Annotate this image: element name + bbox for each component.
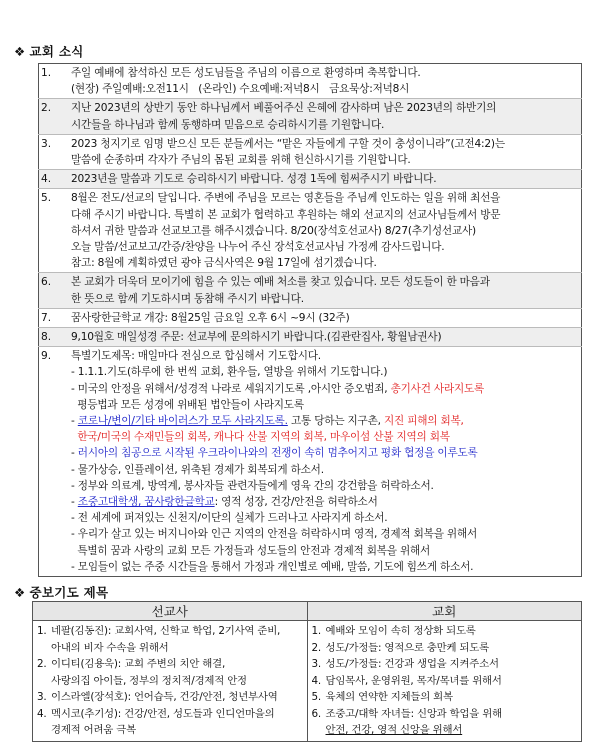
- church-prayer-item: [312, 656, 578, 673]
- news-item-number: 3.: [39, 134, 68, 169]
- church-prayer-item-number: 1.: [311, 625, 322, 637]
- news-text-segment: 오늘 말씀/선교보고/간증/찬양을 나누어 주신 장석호선교사님 가정께 감사드립니다.: [71, 241, 445, 254]
- news-text-segment: 2023년을 말씀과 기도로 승리하시기 바랍니다. 성경 1독에 힘써주시기 바랍니다.: [71, 173, 437, 186]
- news-text-segment: 평등법과 모든 성경에 위배된 법안들이 사라지도록: [71, 398, 304, 411]
- missionary-prayer-item: [37, 689, 303, 706]
- missionary-prayer-item-text: 멕시코(추기성): 건강/안전, 성도들과 인디언마을의: [51, 707, 275, 720]
- news-text-segment: 특별기도제목: 매일마다 전심으로 합심해서 기도합시다.: [71, 350, 321, 363]
- church-prayer-item-text: 육체의 연약한 지체들의 회복: [325, 691, 453, 703]
- news-text-segment: : 영적 성장, 건강/안전을 허락하소서: [214, 496, 378, 509]
- news-line: [71, 81, 577, 97]
- church-prayer-item-number: 6.: [311, 707, 322, 720]
- missionary-prayer-item-number: 2.: [37, 658, 47, 670]
- diamond-bullet-icon: ❖: [14, 585, 26, 600]
- news-text-segment: 한국/미국의 수재민들의 회복, 캐나다 산불 지역의 회복, 마우이섬 산불 지역의 회복: [77, 431, 450, 444]
- news-text-segment: 2023 청지기로 임명 받으신 모든 분들께서는 “맡은 자들에게 구할 것이 충성이니라”(고전4:2)는: [71, 137, 505, 150]
- news-item-text: [67, 273, 582, 308]
- news-text-segment: - 미국의 안정을 위해서/성경적 나라로 세워지기도록 ,아시안 증오범죄,: [71, 382, 391, 395]
- news-line: [71, 445, 577, 461]
- news-item-number: 9.: [39, 347, 68, 577]
- news-item-text: [67, 170, 582, 189]
- news-item: [39, 328, 582, 347]
- news-text-segment: - 모임들이 없는 주중 시간들을 통해서 가정과 개인별로 예배, 말씀, 기도에 힘쓰게 하소서.: [71, 560, 474, 573]
- news-text-segment: 말씀에 순종하며 각자가 주님의 몸된 교회를 위해 헌신하시기를 기원합니다.: [71, 154, 411, 167]
- news-item-text: [67, 189, 582, 273]
- news-item-number: 1.: [41, 67, 52, 79]
- news-item: [39, 64, 582, 99]
- news-text-segment: - 정부와 의료계, 방역계, 봉사자들 관련자들에게 영육 간의 강건함을 허락하소서.: [71, 479, 434, 492]
- church-prayer-item-continuation: 안전, 건강, 영적 신앙을 위해서: [325, 724, 463, 736]
- news-item: [39, 99, 582, 134]
- news-item: [39, 134, 582, 169]
- news-line: [71, 274, 577, 290]
- news-text-segment: -: [71, 415, 78, 428]
- news-text-segment: 본 교회가 더욱더 모이기에 힘을 수 있는 예배 처소를 찾고 있습니다. 모든 성도들이 한 마음과: [71, 276, 490, 289]
- missionary-column-header: 선교사: [33, 602, 308, 621]
- news-line: [71, 190, 577, 206]
- church-prayer-item: [312, 623, 578, 640]
- news-line: [71, 152, 577, 168]
- news-line: [71, 136, 577, 152]
- news-line: [71, 510, 577, 526]
- missionary-prayer-item: [37, 656, 303, 673]
- news-line: [71, 291, 577, 307]
- news-text-segment: 특별히 꿈과 사랑의 교회 모든 가정들과 성도들의 안전과 경제적 회복을 위해서: [71, 544, 431, 557]
- missionary-prayer-item-continuation: 아내의 비자 수속을 위해서: [51, 641, 169, 654]
- church-column-header: 교회: [307, 602, 582, 621]
- news-line: [71, 171, 577, 187]
- news-item-text: [67, 64, 582, 99]
- news-text-segment: 다해 주시기 바랍니다. 특별히 본 교회가 협력하고 후원하는 해외 선교지의 선교사님들께서 방문: [71, 208, 501, 221]
- news-item-text: [67, 328, 582, 347]
- church-prayer-list: [307, 621, 582, 742]
- news-line: [71, 310, 577, 326]
- news-line: [71, 494, 577, 510]
- news-line: [71, 478, 577, 494]
- news-text-segment: (현장) 주일예배:오전11시 (온라인) 수요예배:저녁8시 금요묵상:저녁8시: [71, 83, 410, 96]
- news-line: [71, 397, 577, 413]
- news-item: [39, 170, 582, 189]
- news-text-segment: - 1.1.1.기도(하루에 한 번씩 교회, 환우들, 열방을 위해서 기도합니다.): [71, 366, 388, 379]
- news-line: [71, 381, 577, 397]
- news-line: [71, 255, 577, 271]
- church-prayer-item-number: 2.: [311, 641, 322, 654]
- news-item-text: [67, 99, 582, 134]
- church-news-table: [38, 63, 582, 577]
- news-item: [39, 308, 582, 327]
- news-line: [71, 364, 577, 380]
- church-prayer-item-number: 3.: [311, 658, 322, 670]
- news-text-segment: 참고: 8월에 계획하였던 광야 금식사역은 9월 17일에 섬기겠습니다.: [71, 257, 377, 270]
- news-text-segment: -: [71, 447, 78, 460]
- news-item-number: 4.: [39, 170, 68, 189]
- news-text-segment: 고통 당하는 지구촌,: [287, 415, 384, 428]
- news-line: [71, 526, 577, 542]
- news-text-segment: - 물가상승, 인플레이션, 위축된 경제가 회복되게 하소서.: [71, 463, 324, 476]
- news-line: [71, 543, 577, 559]
- news-item-number: 6.: [39, 273, 68, 308]
- news-item: [39, 347, 582, 577]
- news-text-segment: 러시아의 침공으로 시작된 우크라이나와의 전쟁이 속히 멈추어지고 평화 협정을 이루도록: [77, 447, 478, 460]
- news-item-number: 7.: [39, 308, 68, 327]
- church-prayer-item-number: 5.: [311, 691, 322, 703]
- news-line: [71, 329, 577, 345]
- prayer-section-title: ❖ 중보기도 제목: [14, 585, 109, 600]
- news-item-number: 2.: [39, 99, 68, 134]
- church-prayer-item: [312, 640, 578, 657]
- news-text-segment: 조중고대학생, 꿈사랑한글학교: [77, 496, 215, 509]
- church-prayer-item-text: 성도/가정들: 건강과 생업을 지켜주소서: [325, 658, 499, 670]
- news-item-number: 8.: [39, 328, 68, 347]
- news-line: [71, 462, 577, 478]
- news-text-segment: 주일 예배에 참석하신 모든 성도님들을 주님의 이름으로 환영하며 축복합니다.: [71, 67, 421, 79]
- news-line: [71, 429, 577, 445]
- missionary-prayer-item-text: 네팔(김동진): 교회사역, 신학교 학업, 2기사역 준비,: [51, 625, 281, 637]
- news-text-segment: 코로나/변이/기타 바이러스가 모두 사라지도록.: [77, 415, 288, 428]
- missionary-prayer-item-number: 3.: [37, 691, 47, 703]
- church-prayer-item-text: 성도/가정들: 영적으로 충만케 되도록: [325, 641, 489, 654]
- missionary-prayer-item-number: 1.: [37, 625, 47, 637]
- church-prayer-item: [312, 689, 578, 706]
- diamond-bullet-icon: ❖: [14, 44, 26, 59]
- news-text-segment: 9,10월호 매일성경 주문: 선교부에 문의하시기 바랍니다.(김관란집사, 황월남권사): [71, 331, 442, 344]
- news-text-segment: 8월은 전도/선교의 달입니다. 주변에 주님을 모르는 영혼들을 주님께 인도하는 일을 위해 최선을: [71, 192, 501, 205]
- missionary-prayer-item-number: 4.: [37, 707, 47, 720]
- news-text-segment: 지난 2023년의 상반기 동안 하나님께서 베풀어주신 은혜에 감사하며 남은 2023년의 하반기의: [71, 102, 497, 115]
- news-line: [71, 348, 577, 364]
- news-line: [71, 117, 577, 133]
- news-text-segment: 꿈사랑한글학교 개강: 8월25일 금요일 오후 6시 ~9시 (32주): [71, 311, 350, 324]
- news-text-segment: 시간들을 하나님과 함께 동행하며 믿음으로 승리하시기를 기원합니다.: [71, 118, 385, 131]
- news-item-text: [67, 308, 582, 327]
- missionary-prayer-item-continuation: 사랑의집 아이들, 정부의 정치적/경제적 안정: [51, 674, 247, 687]
- news-text-segment: 지진 피해의 회복,: [383, 415, 464, 428]
- church-prayer-item-text: 담임목사, 운영위원, 목자/목녀를 위해서: [325, 674, 502, 687]
- news-line: [71, 413, 577, 429]
- news-line: [71, 239, 577, 255]
- prayer-topics-table: [32, 601, 582, 742]
- news-item-number: 5.: [39, 189, 68, 273]
- news-text-segment: 한 뜻으로 함께 기도하시며 동참해 주시기 바랍니다.: [71, 292, 304, 305]
- news-line: [71, 223, 577, 239]
- church-prayer-item-text: 예배와 모임이 속히 정상화 되도록: [325, 625, 476, 637]
- news-text-segment: - 전 세계에 퍼져있는 신천지/이단의 실체가 드러나고 사라지게 하소서.: [71, 512, 388, 525]
- missionary-prayer-list: [33, 621, 308, 742]
- news-text-segment: -: [71, 496, 78, 509]
- news-text-segment: - 우리가 살고 있는 버지니아와 인근 지역의 안전을 허락하시며 영적, 경제적 회복을 위해서: [71, 528, 478, 541]
- missionary-prayer-item: [37, 706, 303, 723]
- news-item-text: [67, 134, 582, 169]
- news-line: [71, 207, 577, 223]
- church-prayer-item-text: 조중고/대학 자녀들: 신앙과 학업을 위해: [325, 707, 502, 720]
- news-text-segment: 총기사건 사라지도록: [390, 382, 485, 395]
- church-prayer-item: [312, 673, 578, 690]
- news-item: [39, 189, 582, 273]
- news-line: [71, 559, 577, 575]
- missionary-prayer-item-text: 이스라엘(장석호): 언어습득, 건강/안전, 청년부사역: [51, 691, 278, 703]
- news-text-segment: 하셔서 귀한 말씀과 선교보고를 해주시겠습니다. 8/20(장석호선교사) 8/27(추기성선교사): [71, 224, 476, 237]
- missionary-prayer-item: [37, 623, 303, 640]
- news-line: [71, 100, 577, 116]
- church-prayer-item: [312, 706, 578, 723]
- missionary-prayer-item-continuation: 경제적 어려움 극복: [51, 724, 136, 736]
- news-line: [71, 65, 577, 81]
- news-section-title: ❖ 교회 소식: [14, 44, 84, 59]
- missionary-prayer-item-text: 이디티(김용욱): 교회 주변의 치안 해결,: [51, 658, 226, 670]
- news-item-text: [67, 347, 582, 577]
- church-prayer-item-number: 4.: [311, 674, 322, 687]
- news-item: [39, 273, 582, 308]
